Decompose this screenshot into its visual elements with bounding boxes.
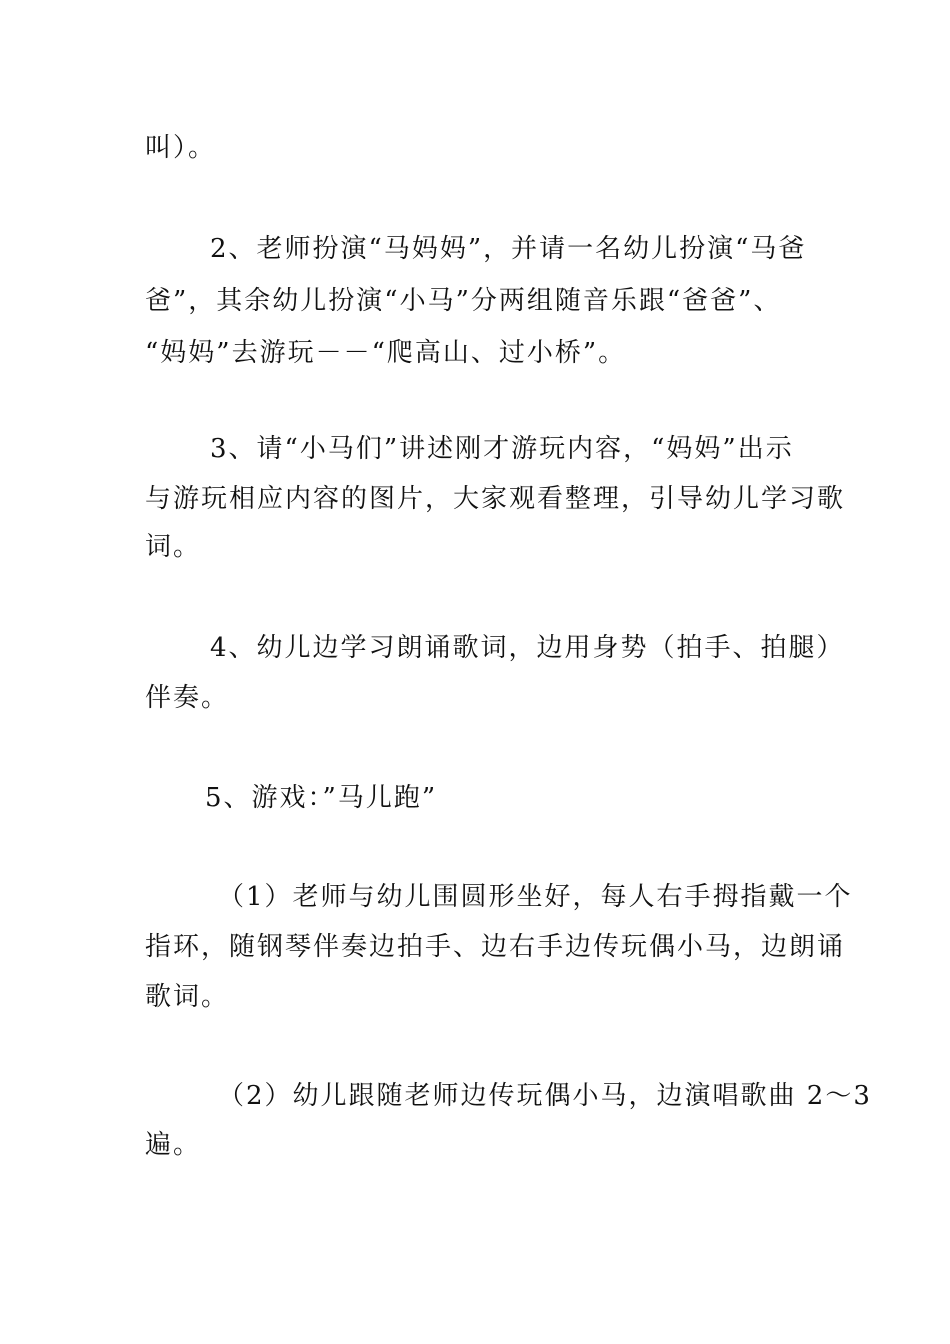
text-line: （2）幼儿跟随老师边传玩偶小马，边演唱歌曲 2～3 <box>218 1081 872 1111</box>
text-line: 爸”，其余幼儿扮演“小马”分两组随音乐跟“爸爸”、 <box>145 286 782 316</box>
text-line: 指环，随钢琴伴奏边拍手、边右手边传玩偶小马，边朗诵 <box>145 932 846 962</box>
text-line: 歌词。 <box>145 982 230 1012</box>
text-line: “妈妈”去游玩－－“爬高山、过小桥”。 <box>145 338 627 368</box>
text-line: 叫）。 <box>145 133 217 163</box>
text-line: 词。 <box>145 532 202 562</box>
text-line: （1）老师与幼儿围圆形坐好，每人右手拇指戴一个 <box>218 882 853 912</box>
text-line: 3、请“小马们”讲述刚才游玩内容，“妈妈”出示 <box>210 434 794 464</box>
text-line: 伴奏。 <box>145 683 230 713</box>
text-line: 遍。 <box>145 1130 202 1160</box>
text-line: 5、游戏：”马儿跑” <box>205 783 438 813</box>
text-line: 2、老师扮演“马妈妈”，并请一名幼儿扮演“马爸 <box>210 234 807 264</box>
text-line: 4、幼儿边学习朗诵歌词，边用身势（拍手、拍腿） <box>210 633 845 663</box>
text-line: 与游玩相应内容的图片，大家观看整理，引导幼儿学习歌 <box>145 484 846 514</box>
